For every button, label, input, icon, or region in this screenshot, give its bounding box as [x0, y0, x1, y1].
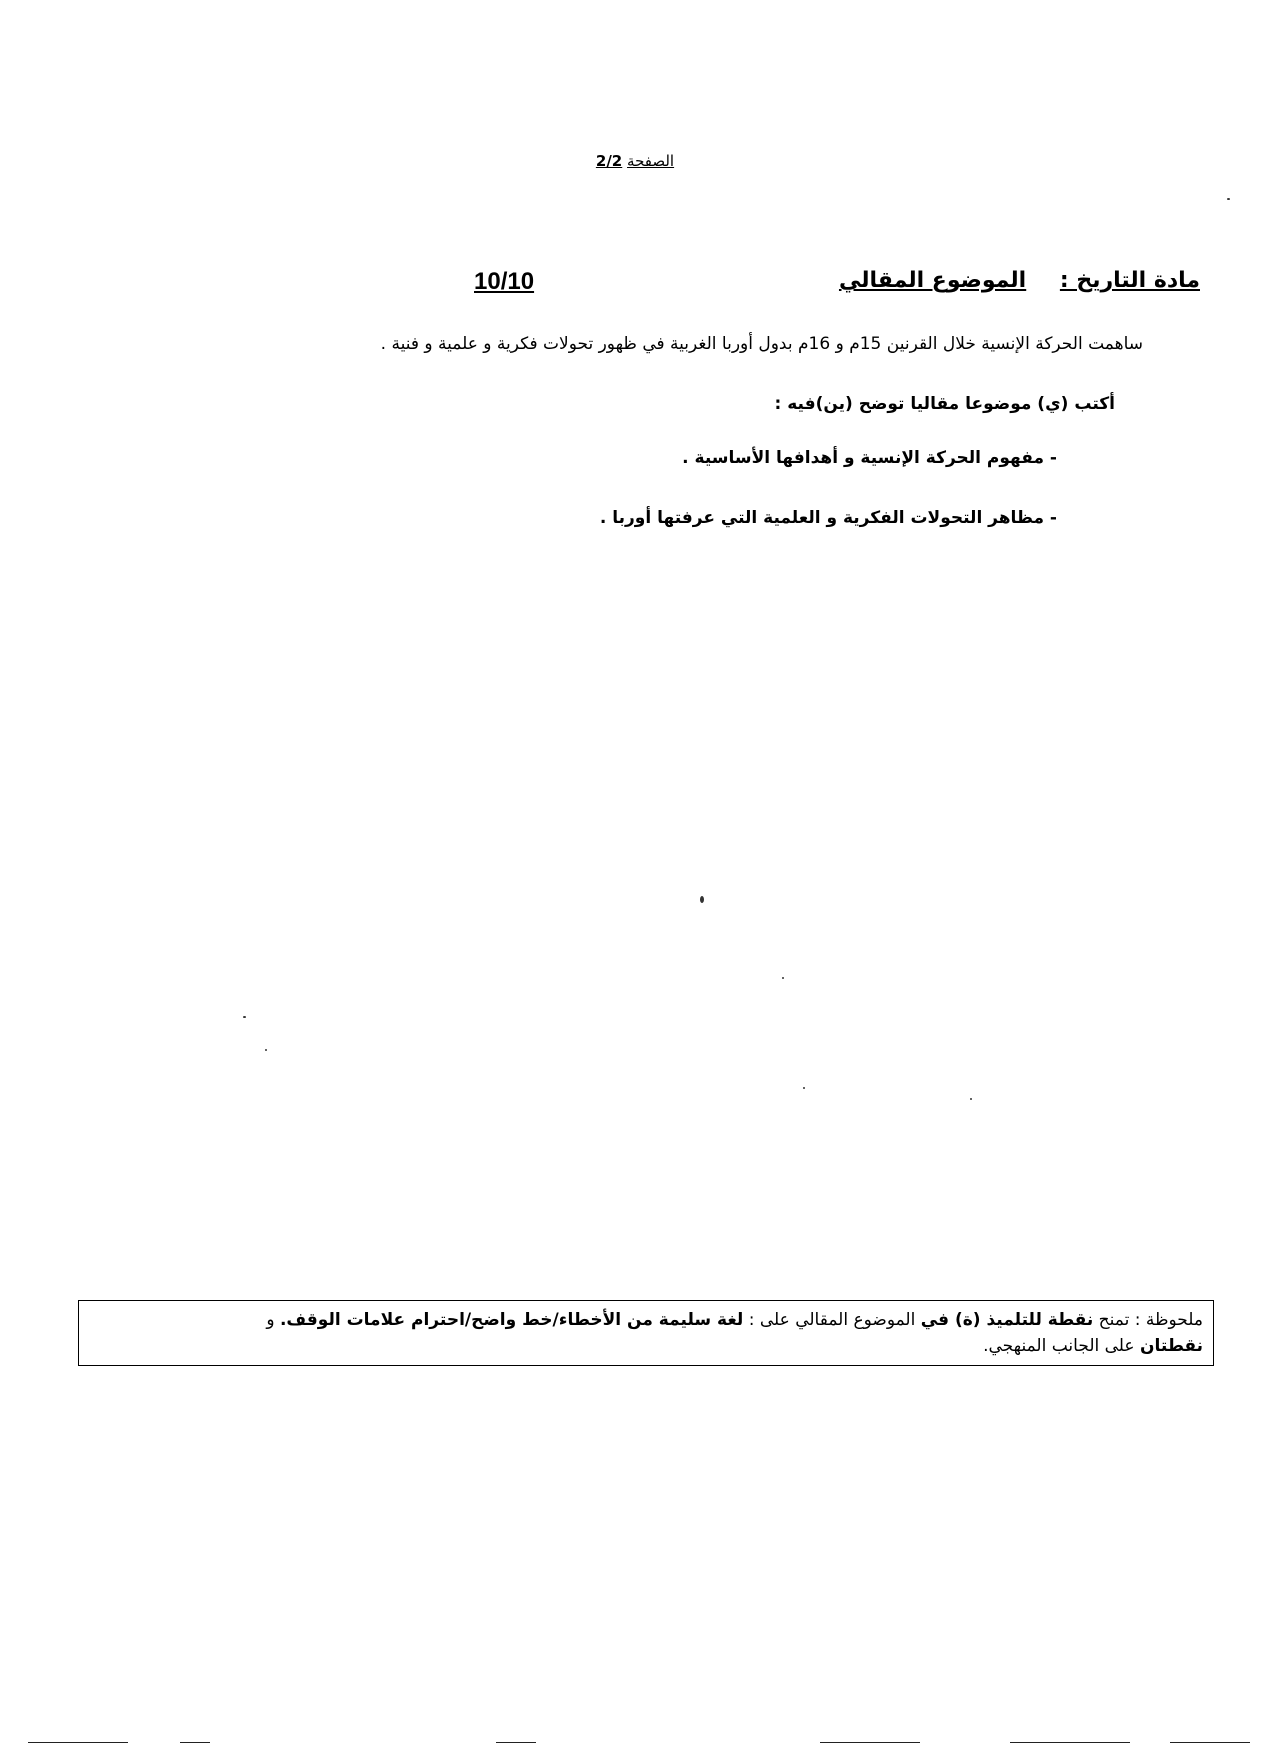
scan-speck	[243, 1016, 246, 1018]
scan-speck	[700, 896, 704, 903]
prompt-intro: ساهمت الحركة الإنسية خلال القرنين 15م و 16م بدول أوربا الغربية في ظهور تحولات فكرية و علمية و فنية .	[380, 334, 1143, 354]
topic-title: الموضوع المقالي	[838, 268, 1027, 293]
scan-edge-line	[28, 1742, 128, 1743]
scan-speck	[265, 1049, 267, 1051]
grading-note-box	[78, 1300, 1214, 1366]
note-conjunction: و	[266, 1310, 280, 1330]
subject-title: مادة التاريخ :	[1059, 268, 1200, 293]
note-point-two: نقطتان	[1139, 1336, 1203, 1356]
prompt-points-list	[600, 448, 1057, 568]
scan-speck	[970, 1098, 972, 1100]
score-label: 10/10	[474, 268, 535, 295]
scan-edge-line	[820, 1742, 920, 1743]
note-suffix: على الجانب المنهجي.	[983, 1336, 1140, 1356]
page-number-label: الصفحة	[627, 152, 675, 170]
scan-speck	[803, 1087, 805, 1089]
note-criteria: لغة سليمة من الأخطاء/خط واضح/احترام علامات الوقف.	[279, 1310, 744, 1330]
scan-edge-line	[496, 1742, 536, 1743]
scan-speck	[782, 977, 784, 979]
scan-edge-line	[180, 1742, 210, 1743]
note-middle: الموضوع المقالي على :	[743, 1310, 921, 1330]
page-number-value: 2/2	[595, 152, 623, 170]
scan-speck	[1227, 198, 1230, 200]
prompt-point: - مفهوم الحركة الإنسية و أهدافها الأساسية .	[682, 448, 1057, 468]
note-point-one: نقطة للتلميذ (ة) في	[920, 1310, 1094, 1330]
prompt-point: - مظاهر التحولات الفكرية و العلمية التي عرفتها أوربا .	[599, 508, 1057, 528]
scan-edge-line	[1010, 1742, 1130, 1743]
section-heading	[839, 268, 1200, 293]
note-prefix: ملحوظة : تمنح	[1093, 1310, 1203, 1330]
prompt-instruction: أكتب (ي) موضوعا مقاليا توضح (ين)فيه :	[774, 394, 1115, 414]
page-number	[580, 152, 690, 170]
scan-edge-line	[1170, 1742, 1250, 1743]
